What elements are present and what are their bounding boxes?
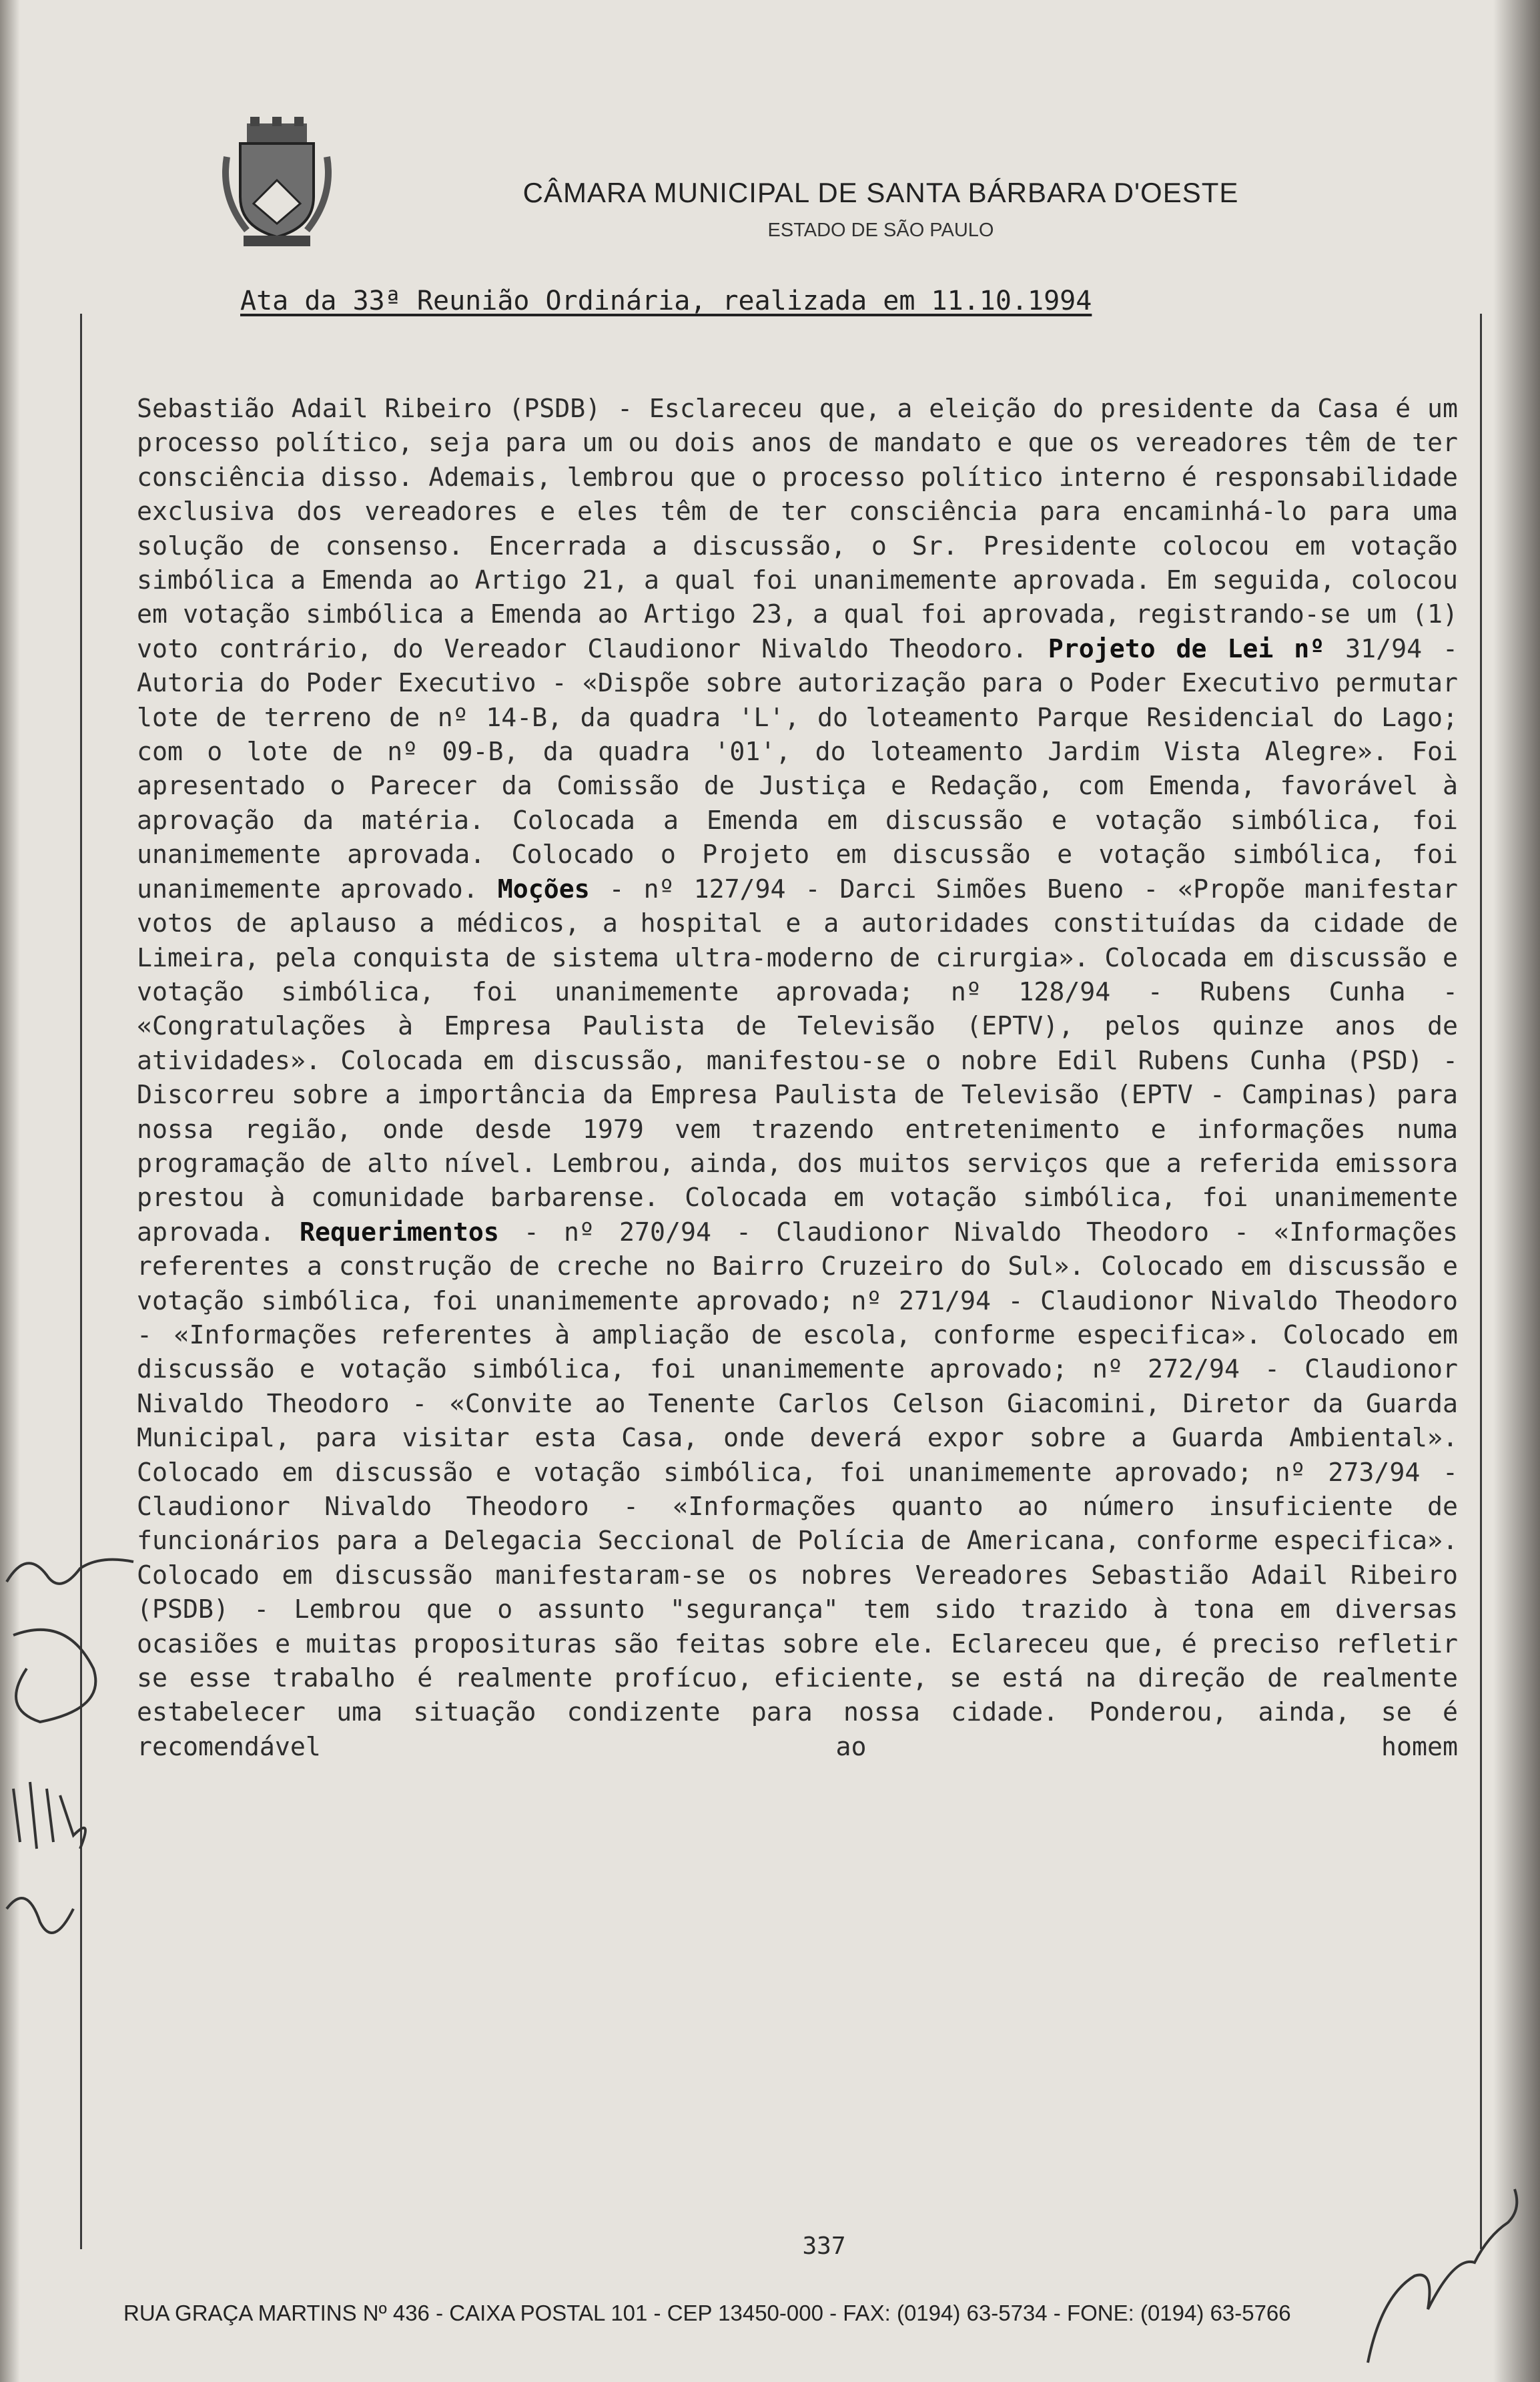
- body-paragraph-3: - nº 127/94 - Darci Simões Bueno - «Propõe manifestar votos de aplauso a médicos, a hospital e a autoridades constituídas da cidade de Limeira, pela conquista de sistema ultra-moderno de cirurgia». Colocada em discussão e votação simbólica, foi unanimemente aprovada; nº 128/94 - Rubens Cunha - «Congratulações à Empresa Paulista de Televisão (EPTV), pelos quinze anos de atividades». Colocada em discussão, manifestou-se o nobre Edil Rubens Cunha (PSD) - Discorreu sobre a importância da Empresa Paulista de Televisão (EPTV - Campinas) para nossa região, onde desde 1979 vem trazendo entretenimento e informações numa programação de alto nível. Lembrou, ainda, dos muitos serviços que a referida emissora prestou à comunidade barbarense. Colocada em votação simbólica, foi unanimemente aprovada.: [137, 874, 1458, 1247]
- minutes-title: Ata da 33ª Reunião Ordinária, realizada em 11.10.1994: [240, 286, 1092, 316]
- body-paragraph-4: - nº 270/94 - Claudionor Nivaldo Theodoro - «Informações referentes a construção de creche no Bairro Cruzeiro do Sul». Colocado em discussão e votação simbólica, foi unanimemente aprovado; nº 271/94 - Claudionor Nivaldo Theodoro - «Informações referentes à ampliação de escola, conforme especifica». Colocado em discussão e votação simbólica, foi unanimemente aprovado; nº 272/94 - Claudionor Nivaldo Theodoro - «Convite ao Tenente Carlos Celson Giacomini, Diretor da Guarda Municipal, para visitar esta Casa, onde deverá expor sobre a Guarda Ambiental». Colocado em discussão e votação simbólica, foi unanimemente aprovado; nº 273/94 - Claudionor Nivaldo Theodoro - «Informações quanto ao número insuficiente de funcionários para a Delegacia Seccional de Polícia de Americana, conforme especifica». Colocado em discussão manifestaram-se os nobres Vereadores Sebastião Adail Ribeiro (PSDB) - Lembrou que o assunto "segurança" tem sido trazido à tona em diversas ocasiões e muitas proposituras são feitas sobre ele. Eclareceu que, é preciso refletir se esse trabalho é realmente profícuo, eficiente, se está na direção de realmente estabelecer uma situação condizente para nossa cidade. Ponderou, ainda, se é recomendável ao homem: [137, 1217, 1458, 1762]
- page-number: 337: [802, 2232, 846, 2260]
- state-name: ESTADO DE SÃO PAULO: [767, 220, 994, 241]
- municipal-crest-icon: [220, 117, 334, 250]
- address-footer: RUA GRAÇA MARTINS Nº 436 - CAIXA POSTAL 101 - CEP 13450-000 - FAX: (0194) 63-5734 - FONE: (0194) 63-5766: [123, 2301, 1291, 2325]
- margin-signatures-icon: [0, 1535, 147, 1969]
- minutes-body: [137, 392, 1458, 1765]
- left-margin-rule: [80, 314, 82, 2249]
- page-edge-shadow-left: [0, 0, 20, 2382]
- section-heading-requerimentos: Requerimentos: [299, 1217, 499, 1247]
- organization-name: CÂMARA MUNICIPAL DE SANTA BÁRBARA D'OESTE: [522, 177, 1239, 208]
- body-paragraph-1: Sebastião Adail Ribeiro (PSDB) - Esclareceu que, a eleição do presidente da Casa é um processo político, seja para um ou dois anos de mandato e que os vereadores têm de ter consciência disso. Ademais, lembrou que o processo político interno é responsabilidade exclusiva dos vereadores e eles têm de ter consciência para encaminhá-lo para uma solução de consenso. Encerrada a discussão, o Sr. Presidente colocou em votação simbólica a Emenda ao Artigo 21, a qual foi unanimemente aprovada. Em seguida, colocou em votação simbólica a Emenda ao Artigo 23, a qual foi aprovada, registrando-se um (1) voto contrário, do Vereador Claudionor Nivaldo Theodoro.: [137, 394, 1458, 664]
- body-paragraph-2: 31/94 - Autoria do Poder Executivo - «Dispõe sobre autorização para o Poder Executivo permutar lote de terreno de nº 14-B, da quadra 'L', do loteamento Parque Residencial do Lago; com o lote de nº 09-B, da quadra '01', do loteamento Jardim Vista Alegre». Foi apresentado o Parecer da Comissão de Justiça e Redação, com Emenda, favorável à aprovação da matéria. Colocada a Emenda em discussão e votação simbólica, foi unanimemente aprovada. Colocado o Projeto em discussão e votação simbólica, foi unanimemente aprovado.: [137, 634, 1458, 904]
- right-margin-rule: [1480, 314, 1482, 2249]
- page-edge-shadow-right: [1493, 0, 1540, 2382]
- document-header: [514, 177, 1248, 242]
- section-heading-projeto-de-lei: Projeto de Lei nº: [1048, 634, 1325, 664]
- section-heading-mocoes: Moções: [497, 874, 590, 904]
